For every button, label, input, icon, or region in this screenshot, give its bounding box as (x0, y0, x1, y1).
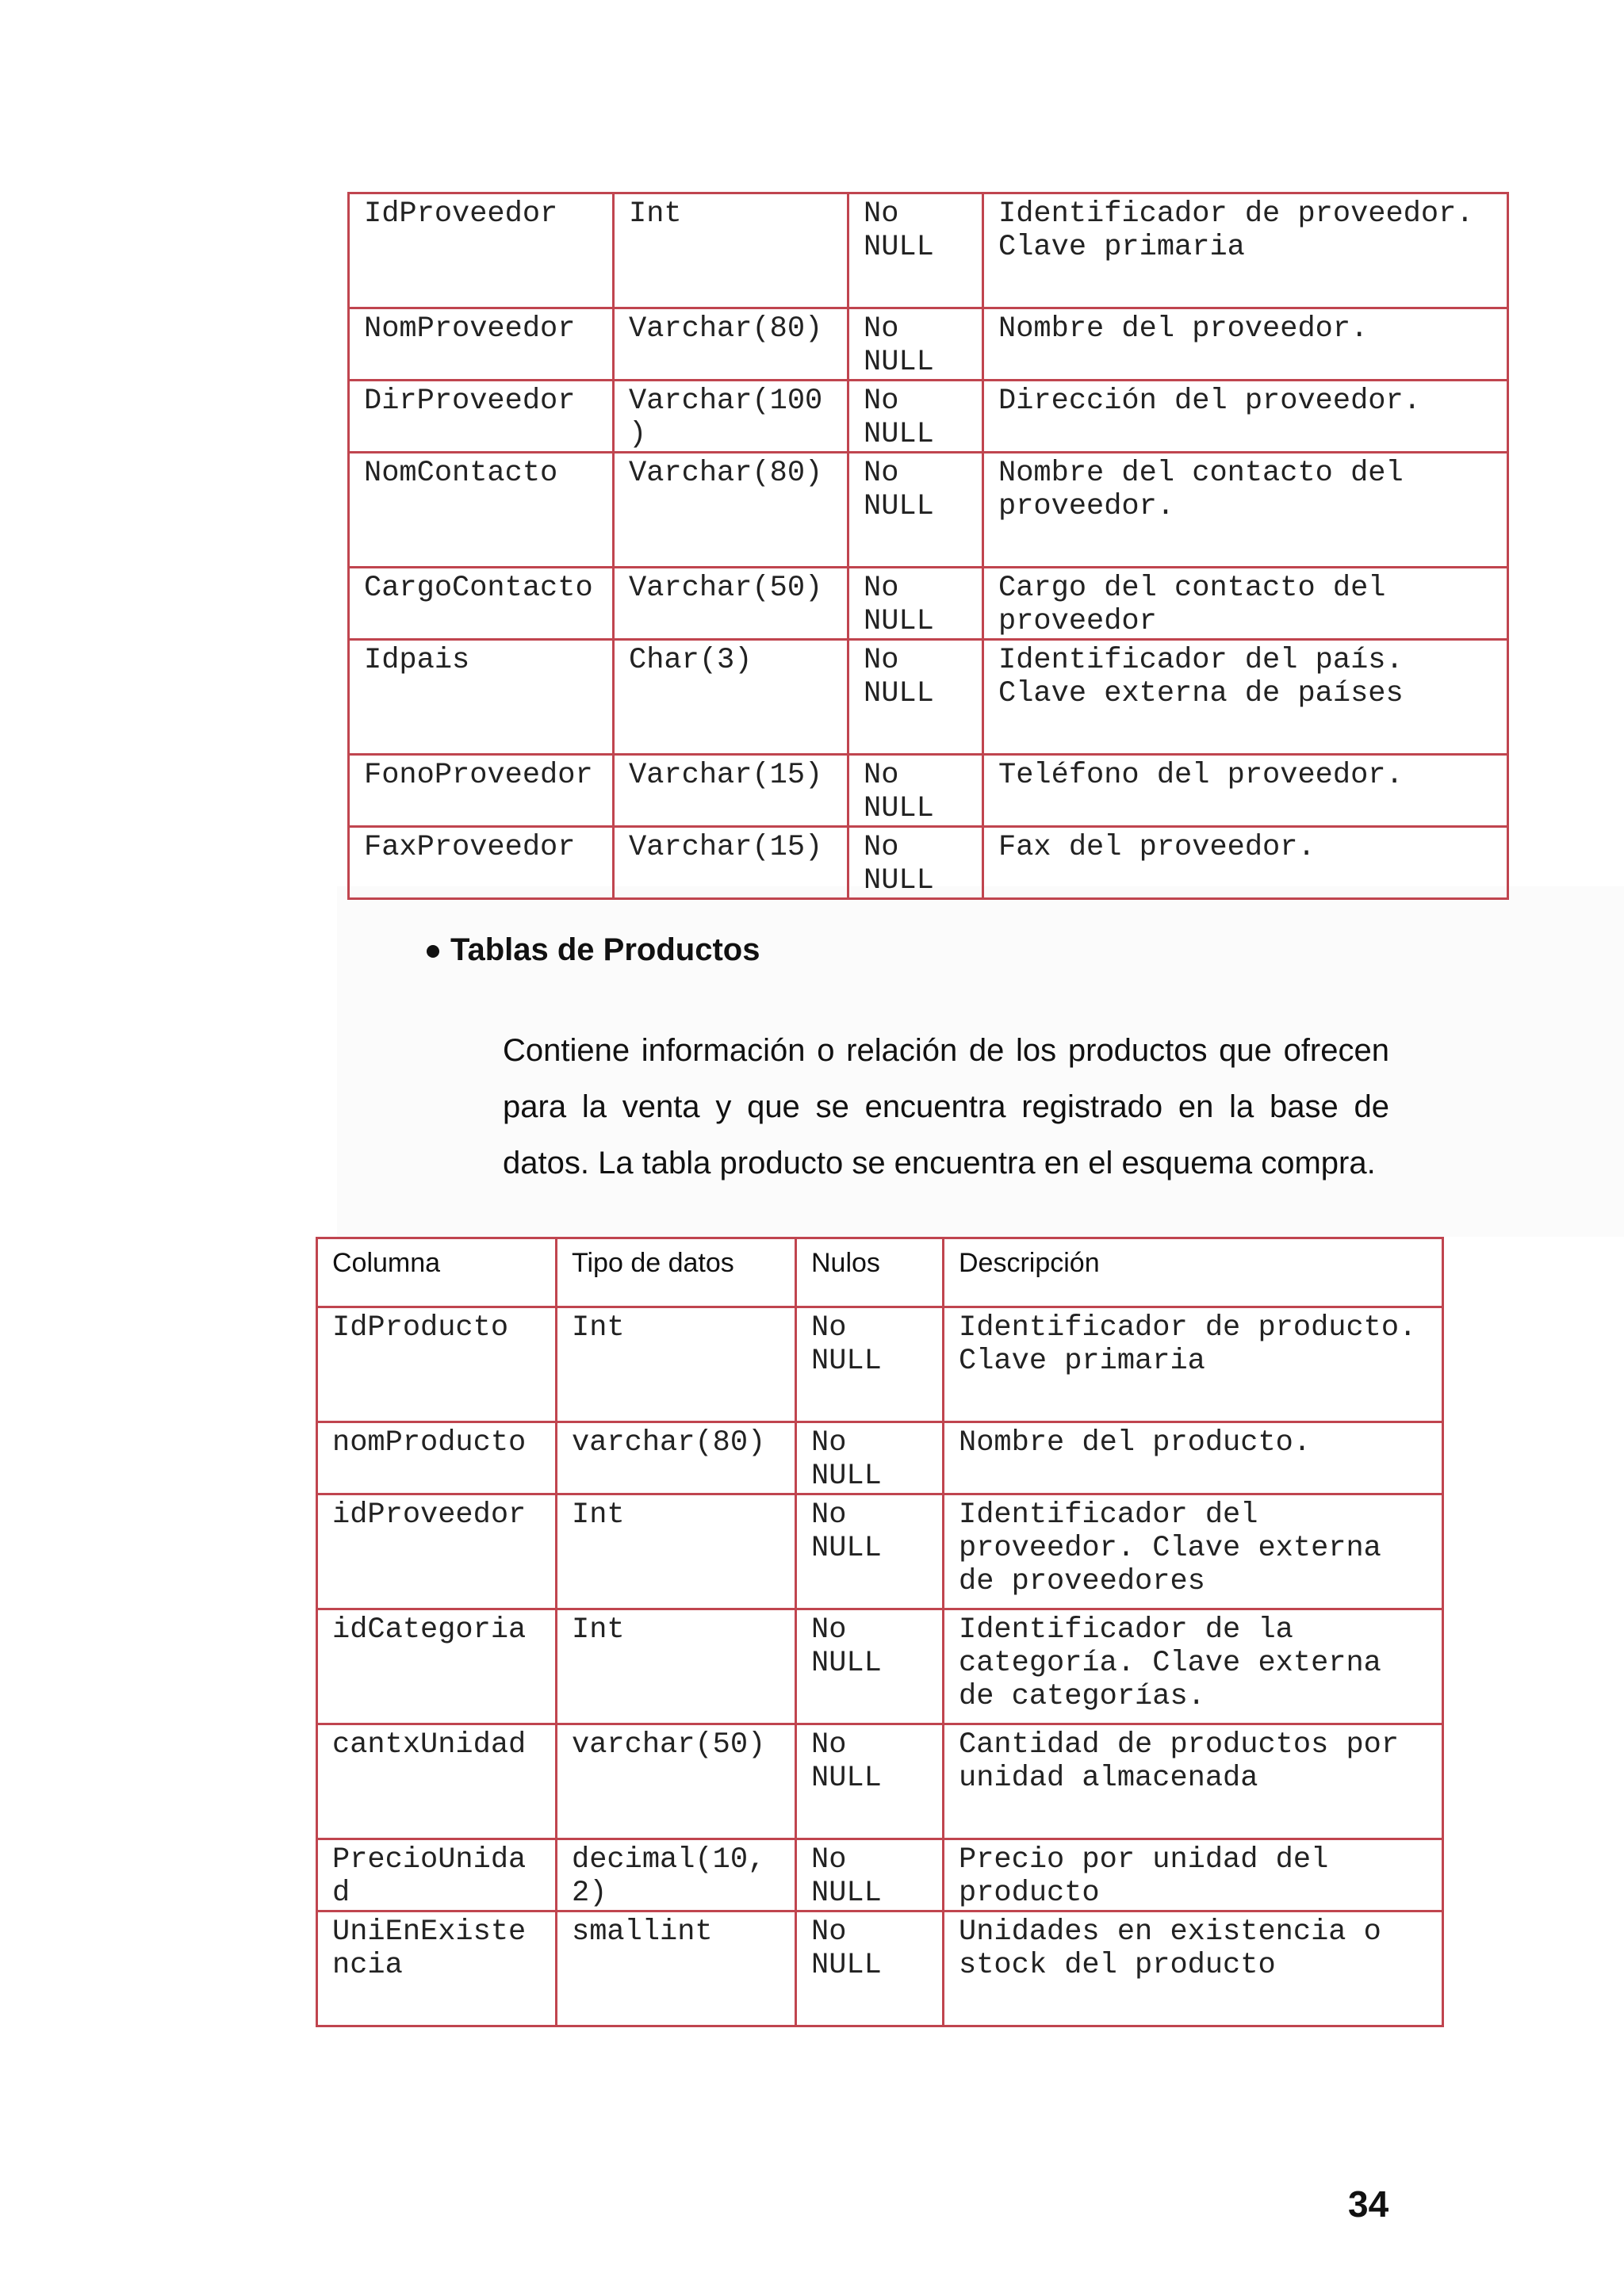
data-type-cell: Int (557, 1494, 796, 1609)
column-name-cell: idProveedor (317, 1494, 557, 1609)
data-type-cell: smallint (557, 1911, 796, 2026)
column-name-cell: IdProveedor (349, 193, 614, 308)
description-cell: Unidades en existencia o stock del producto (944, 1911, 1443, 2026)
nullable-cell: No NULL (796, 1839, 944, 1911)
description-cell: Nombre del contacto del proveedor. (983, 453, 1508, 568)
data-type-cell: Varchar(100 ) (614, 381, 848, 453)
nullable-cell: No NULL (848, 755, 983, 827)
nullable-cell: No NULL (796, 1307, 944, 1422)
table-row (317, 1307, 1443, 1422)
data-type-cell: decimal(10, 2) (557, 1839, 796, 1911)
table-row (317, 1839, 1443, 1911)
column-name-cell: FonoProveedor (349, 755, 614, 827)
column-name-cell: nomProducto (317, 1422, 557, 1494)
column-name-cell: PrecioUnida d (317, 1839, 557, 1911)
description-cell: Nombre del proveedor. (983, 308, 1508, 381)
data-type-cell: Int (557, 1609, 796, 1724)
description-cell: Identificador de proveedor. Clave primaria (983, 193, 1508, 308)
nullable-cell: No NULL (848, 827, 983, 899)
data-type-cell: Char(3) (614, 640, 848, 755)
data-type-cell: Varchar(50) (614, 568, 848, 640)
nullable-cell: No NULL (796, 1911, 944, 2026)
column-name-cell: DirProveedor (349, 381, 614, 453)
data-type-cell: Int (557, 1307, 796, 1422)
section-heading (450, 929, 760, 970)
description-cell: Teléfono del proveedor. (983, 755, 1508, 827)
nullable-cell: No NULL (848, 193, 983, 308)
column-header-tipo: Tipo de datos (557, 1238, 796, 1307)
data-type-cell: Varchar(80) (614, 308, 848, 381)
column-name-cell: NomContacto (349, 453, 614, 568)
table-row (349, 640, 1508, 755)
nullable-cell: No NULL (796, 1724, 944, 1839)
table-row (317, 1494, 1443, 1609)
nullable-cell: No NULL (848, 640, 983, 755)
bullet-icon (427, 945, 439, 958)
table-row (317, 1724, 1443, 1839)
column-name-cell: Idpais (349, 640, 614, 755)
description-cell: Fax del proveedor. (983, 827, 1508, 899)
column-header-descripcion: Descripción (944, 1238, 1443, 1307)
page-number: 34 (1348, 2183, 1389, 2225)
description-cell: Cargo del contacto del proveedor (983, 568, 1508, 640)
table-header-row (317, 1238, 1443, 1307)
data-type-cell: varchar(80) (557, 1422, 796, 1494)
table-row (317, 1911, 1443, 2026)
column-name-cell: UniEnExiste ncia (317, 1911, 557, 2026)
proveedor-table (347, 192, 1509, 900)
column-name-cell: IdProducto (317, 1307, 557, 1422)
table-row (349, 453, 1508, 568)
table-row (349, 755, 1508, 827)
description-cell: Cantidad de productos por unidad almacenada (944, 1724, 1443, 1839)
column-header-columna: Columna (317, 1238, 557, 1307)
column-header-nulos: Nulos (796, 1238, 944, 1307)
nullable-cell: No NULL (796, 1494, 944, 1609)
column-name-cell: cantxUnidad (317, 1724, 557, 1839)
description-cell: Identificador de producto. Clave primaria (944, 1307, 1443, 1422)
table-row (317, 1609, 1443, 1724)
table-row (317, 1422, 1443, 1494)
description-cell: Nombre del producto. (944, 1422, 1443, 1494)
nullable-cell: No NULL (848, 453, 983, 568)
data-type-cell: Int (614, 193, 848, 308)
column-name-cell: CargoContacto (349, 568, 614, 640)
table-row (349, 308, 1508, 381)
data-type-cell: Varchar(80) (614, 453, 848, 568)
description-cell: Identificador del país. Clave externa de países (983, 640, 1508, 755)
producto-table (316, 1237, 1444, 2027)
column-name-cell: idCategoria (317, 1609, 557, 1724)
section-heading-text: Tablas de Productos (450, 932, 760, 967)
table-row (349, 568, 1508, 640)
table-row (349, 827, 1508, 899)
column-name-cell: NomProveedor (349, 308, 614, 381)
nullable-cell: No NULL (848, 308, 983, 381)
description-cell: Identificador del proveedor. Clave externa de proveedores (944, 1494, 1443, 1609)
description-cell: Dirección del proveedor. (983, 381, 1508, 453)
data-type-cell: varchar(50) (557, 1724, 796, 1839)
data-type-cell: Varchar(15) (614, 755, 848, 827)
description-cell: Precio por unidad del producto (944, 1839, 1443, 1911)
column-name-cell: FaxProveedor (349, 827, 614, 899)
table-row (349, 381, 1508, 453)
nullable-cell: No NULL (848, 381, 983, 453)
table-row (349, 193, 1508, 308)
section-paragraph: Contiene información o relación de los productos que ofrecen para la venta y que se encuentra registrado en la base de datos. La tabla producto se encuentra en el esquema compra. (503, 1033, 1389, 1181)
nullable-cell: No NULL (796, 1609, 944, 1724)
data-type-cell: Varchar(15) (614, 827, 848, 899)
description-cell: Identificador de la categoría. Clave externa de categorías. (944, 1609, 1443, 1724)
nullable-cell: No NULL (796, 1422, 944, 1494)
nullable-cell: No NULL (848, 568, 983, 640)
